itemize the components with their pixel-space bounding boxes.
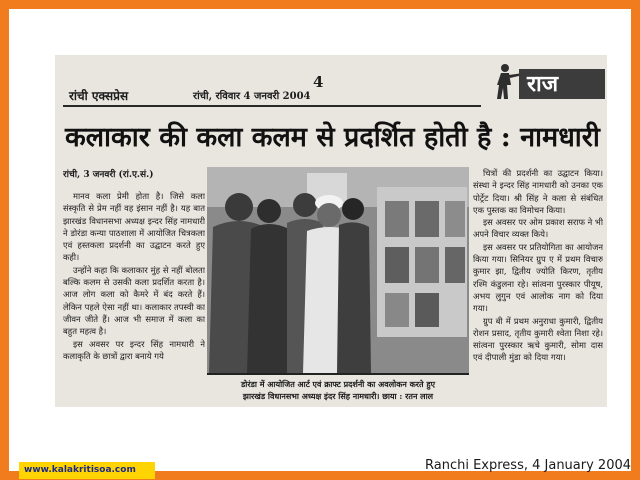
article-photo-block	[207, 167, 469, 407]
masthead	[55, 55, 607, 111]
paragraph: इस अवसर पर प्रतियोगिता का आयोजन किया गया। सिनियर ग्रुप ए में प्रथम विचारु कुमार झा, द्वितीय ज्योति किरण, तृतीय रश्मि कंडुलना रहे। सांत्वना पुरस्कार पीयूष, अभय लुगुन एवं आलोक नाग को दिया गया।	[473, 241, 603, 314]
newspaper-date: रांची, रविवार 4 जनवरी 2004	[193, 91, 311, 102]
photo-illustration	[207, 167, 469, 373]
article-column-right	[473, 167, 603, 407]
paragraph: उन्होंने कहा कि कलाकार मुंह से नहीं बोलता बल्कि कलम से उसकी कला प्रदर्शित करता है। आज लोग कला को कैमरे में बंद करते हैं। लेकिन पहले ऐसा नहीं था। कलाकार तपस्वी का जीवन जीते हैं। आज भी समाज में कला का बहुत महत्व है।	[63, 264, 205, 337]
page-number: 4	[313, 73, 324, 91]
newspaper-name: रांची एक्सप्रेस	[69, 89, 129, 103]
paragraph: इस अवसर पर ओम प्रकाश सराफ ने भी अपने विचार व्यक्त किये।	[473, 217, 603, 240]
article-dateline: रांची, 3 जनवरी (रां.ए.सं.)	[63, 170, 154, 180]
section-logo	[485, 61, 603, 101]
exhibition-photo	[207, 167, 469, 373]
paragraph: चित्रों की प्रदर्शनी का उद्घाटन किया। संस्था ने इन्दर सिंह नामधारी को उनका एक पोर्ट्रेट दिया। श्री सिंह ने कला से संबंधित एक पुस्तक का विमोचन किया।	[473, 168, 603, 215]
article-column-left	[63, 167, 205, 407]
photo-caption	[207, 373, 469, 407]
masthead-rule	[63, 105, 481, 107]
article-headline: कलाकार की कला कलम से प्रदर्शित होती है : नामधारी	[65, 122, 600, 153]
section-title: राज	[519, 69, 605, 99]
source-credit: Ranchi Express, 4 January 2004	[425, 458, 632, 473]
website-link[interactable]: www.kalakritisoa.com	[19, 462, 155, 479]
caption-line: झारखंड विधानसभा अध्यक्ष इंदर सिंह नामधारी। छाया : रतन लाल	[242, 391, 434, 401]
paragraph: इस अवसर पर इन्दर सिंह नामधारी ने कलाकृति के छात्रों द्वारा बनाये गये	[63, 338, 205, 361]
newspaper-clipping	[55, 55, 607, 407]
paragraph: मानव कला प्रेमी होता है। जिसे कला संस्कृति से प्रेम नहीं वह इंसान नहीं है। यह बात झारखंड विधानसभा अध्यक्ष इन्दर सिंह नामधारी ने डोरंडा कन्या पाठशाला में आयोजित चित्रकला एवं हस्तकला प्रदर्शनी का उद्घाटन करते हुए कही।	[63, 191, 205, 263]
paragraph: ग्रुप बी में प्रथम अनुराधा कुमारी, द्वितीय रोशन प्रसाद, तृतीय कुमारी श्वेता निशा रहे। सांत्वना पुरस्कार ऋचे कुमारी, सोमा दास एवं दीपाली मुंडा को दिया गया।	[473, 315, 603, 363]
caption-line: डोरंडा में आयोजित आर्ट एवं क्राफ्ट प्रदर्शनी का अवलोकन करते हुए	[240, 379, 436, 389]
